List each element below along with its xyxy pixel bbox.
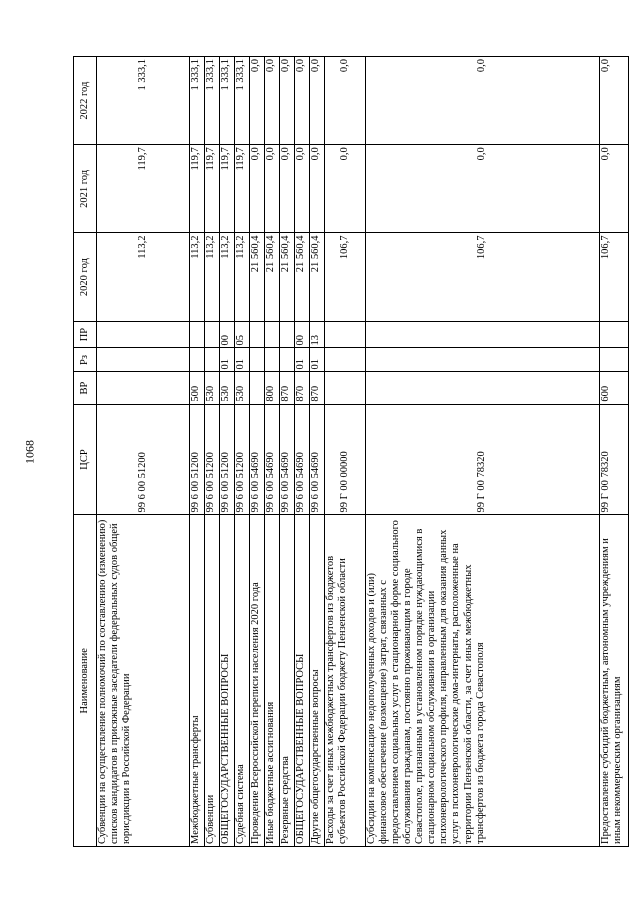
- cell-csr: 99 6 00 51200: [235, 404, 250, 515]
- cell-2021: 0,0: [280, 145, 295, 233]
- cell-vr: [325, 372, 366, 404]
- cell-2022: 1 333,1: [190, 57, 205, 145]
- cell-name: Расходы за счет иных межбюджетных трансфертов из бюджетов субъектов Российской Федерации бюджету Пензенской области: [325, 515, 366, 847]
- table-row: [250, 57, 265, 847]
- cell-2021: 119,7: [97, 145, 190, 233]
- cell-2020: 113,2: [235, 233, 250, 321]
- cell-rz: 01: [220, 348, 235, 372]
- table-rotator: [73, 56, 624, 847]
- cell-name: Судебная система: [235, 515, 250, 847]
- cell-vr: 500: [190, 372, 205, 404]
- cell-csr: 99 6 00 51200: [97, 404, 190, 515]
- cell-csr: 99 6 00 54690: [265, 404, 280, 515]
- header-pr: ПР: [74, 321, 97, 348]
- cell-rz: 01: [295, 348, 310, 372]
- cell-pr: [600, 321, 629, 348]
- cell-2022: 0,0: [280, 57, 295, 145]
- cell-2022: 1 333,1: [235, 57, 250, 145]
- cell-2020: 21 560,4: [280, 233, 295, 321]
- cell-2022: 0,0: [250, 57, 265, 145]
- cell-2021: 0,0: [295, 145, 310, 233]
- cell-pr: [190, 321, 205, 348]
- table-row: [205, 57, 220, 847]
- cell-name: Иные бюджетные ассигнования: [265, 515, 280, 847]
- cell-2022: 0,0: [366, 57, 600, 145]
- cell-vr: [97, 372, 190, 404]
- cell-2020: 106,7: [366, 233, 600, 321]
- cell-pr: [97, 321, 190, 348]
- cell-2020: 113,2: [220, 233, 235, 321]
- header-name: Наименование: [74, 515, 97, 847]
- cell-2020: 113,2: [205, 233, 220, 321]
- cell-vr: [366, 372, 600, 404]
- cell-csr: 99 Г 00 78320: [366, 404, 600, 515]
- cell-2022: 0,0: [325, 57, 366, 145]
- cell-csr: 99 6 00 51200: [220, 404, 235, 515]
- cell-pr: [205, 321, 220, 348]
- cell-2021: 0,0: [265, 145, 280, 233]
- cell-pr: 00: [220, 321, 235, 348]
- cell-rz: 01: [310, 348, 325, 372]
- cell-name: Субвенции: [205, 515, 220, 847]
- cell-2021: 0,0: [600, 145, 629, 233]
- cell-vr: 870: [280, 372, 295, 404]
- cell-name: Проведение Всероссийской переписи населения 2020 года: [250, 515, 265, 847]
- cell-rz: [280, 348, 295, 372]
- cell-pr: [280, 321, 295, 348]
- cell-2021: 0,0: [366, 145, 600, 233]
- cell-2022: 0,0: [310, 57, 325, 145]
- cell-csr: 99 Г 00 00000: [325, 404, 366, 515]
- table-row: [325, 57, 366, 847]
- header-csr: ЦСР: [74, 404, 97, 515]
- cell-pr: [325, 321, 366, 348]
- table-row: [366, 57, 600, 847]
- cell-csr: 99 6 00 54690: [295, 404, 310, 515]
- cell-vr: 870: [295, 372, 310, 404]
- cell-rz: [250, 348, 265, 372]
- cell-2021: 119,7: [220, 145, 235, 233]
- cell-csr: 99 Г 00 78320: [600, 404, 629, 515]
- cell-pr: [265, 321, 280, 348]
- cell-2021: 119,7: [205, 145, 220, 233]
- cell-csr: 99 6 00 54690: [310, 404, 325, 515]
- cell-rz: 01: [235, 348, 250, 372]
- cell-rz: [205, 348, 220, 372]
- cell-2022: 1 333,1: [220, 57, 235, 145]
- page-number: 1068: [22, 440, 37, 464]
- table-row: [190, 57, 205, 847]
- cell-2020: 21 560,4: [250, 233, 265, 321]
- cell-name: Другие общегосударственные вопросы: [310, 515, 325, 847]
- cell-pr: 13: [310, 321, 325, 348]
- cell-2022: 0,0: [600, 57, 629, 145]
- rotated-page: [73, 56, 624, 847]
- cell-2020: 106,7: [325, 233, 366, 321]
- table-row: [97, 57, 190, 847]
- cell-name: Субвенции на осуществление полномочий по составлению (изменению) списков кандидатов в присяжные заседатели федеральных судов общей юрисдикции в Российской Федерации: [97, 515, 190, 847]
- budget-table: [73, 56, 629, 847]
- header-vr: ВР: [74, 372, 97, 404]
- header-2022: 2022 год: [74, 57, 97, 145]
- cell-vr: 530: [220, 372, 235, 404]
- header-rz: Рз: [74, 348, 97, 372]
- cell-2022: 0,0: [295, 57, 310, 145]
- cell-vr: 530: [205, 372, 220, 404]
- cell-pr: 05: [235, 321, 250, 348]
- cell-2020: 113,2: [190, 233, 205, 321]
- cell-rz: [265, 348, 280, 372]
- cell-2022: 0,0: [265, 57, 280, 145]
- header-2021: 2021 год: [74, 145, 97, 233]
- cell-2021: 0,0: [310, 145, 325, 233]
- table-row: [220, 57, 235, 847]
- cell-name: ОБЩЕГОСУДАРСТВЕННЫЕ ВОПРОСЫ: [295, 515, 310, 847]
- table-header-row: [74, 57, 97, 847]
- cell-vr: 600: [600, 372, 629, 404]
- cell-vr: 530: [235, 372, 250, 404]
- cell-2020: 113,2: [97, 233, 190, 321]
- table-row: [265, 57, 280, 847]
- cell-csr: 99 6 00 51200: [190, 404, 205, 515]
- cell-name: Субсидии на компенсацию недополученных доходов и (или) финансовое обеспечение (возмещение) затрат, связанных с предоставлением социальных услуг в стационарной форме социального обслуживания гражданам, постоянно проживающим в городе Севастополе, признанным в установленном порядке нуждающимися в стационарном социальном обслуживании в организации психоневрологического профиля, направленным для оказания данных услуг в психоневрологические дома-интернаты, расположенные на территории Пензенской области, за счет иных межбюджетных трансфертов из бюджета города Севастополя: [366, 515, 600, 847]
- cell-pr: [250, 321, 265, 348]
- cell-2020: 21 560,4: [295, 233, 310, 321]
- cell-name: Резервные средства: [280, 515, 295, 847]
- cell-vr: [250, 372, 265, 404]
- cell-name: Предоставление субсидий бюджетным, автономным учреждениям и иным некоммерческим организациям: [600, 515, 629, 847]
- cell-vr: 800: [265, 372, 280, 404]
- table-row: [235, 57, 250, 847]
- cell-csr: 99 6 00 54690: [250, 404, 265, 515]
- table-row: [310, 57, 325, 847]
- cell-rz: [600, 348, 629, 372]
- cell-rz: [325, 348, 366, 372]
- cell-2021: 0,0: [250, 145, 265, 233]
- table-row: [280, 57, 295, 847]
- table-row: [295, 57, 310, 847]
- cell-2021: 119,7: [190, 145, 205, 233]
- cell-name: ОБЩЕГОСУДАРСТВЕННЫЕ ВОПРОСЫ: [220, 515, 235, 847]
- cell-2020: 21 560,4: [265, 233, 280, 321]
- header-2020: 2020 год: [74, 233, 97, 321]
- cell-2020: 106,7: [600, 233, 629, 321]
- cell-name: Межбюджетные трансферты: [190, 515, 205, 847]
- cell-rz: [97, 348, 190, 372]
- cell-rz: [366, 348, 600, 372]
- cell-2021: 0,0: [325, 145, 366, 233]
- cell-csr: 99 6 00 54690: [280, 404, 295, 515]
- cell-pr: 00: [295, 321, 310, 348]
- cell-pr: [366, 321, 600, 348]
- table-row: [600, 57, 629, 847]
- cell-csr: 99 6 00 51200: [205, 404, 220, 515]
- cell-2022: 1 333,1: [97, 57, 190, 145]
- cell-2021: 119,7: [235, 145, 250, 233]
- cell-vr: 870: [310, 372, 325, 404]
- cell-2022: 1 333,1: [205, 57, 220, 145]
- cell-rz: [190, 348, 205, 372]
- cell-2020: 21 560,4: [310, 233, 325, 321]
